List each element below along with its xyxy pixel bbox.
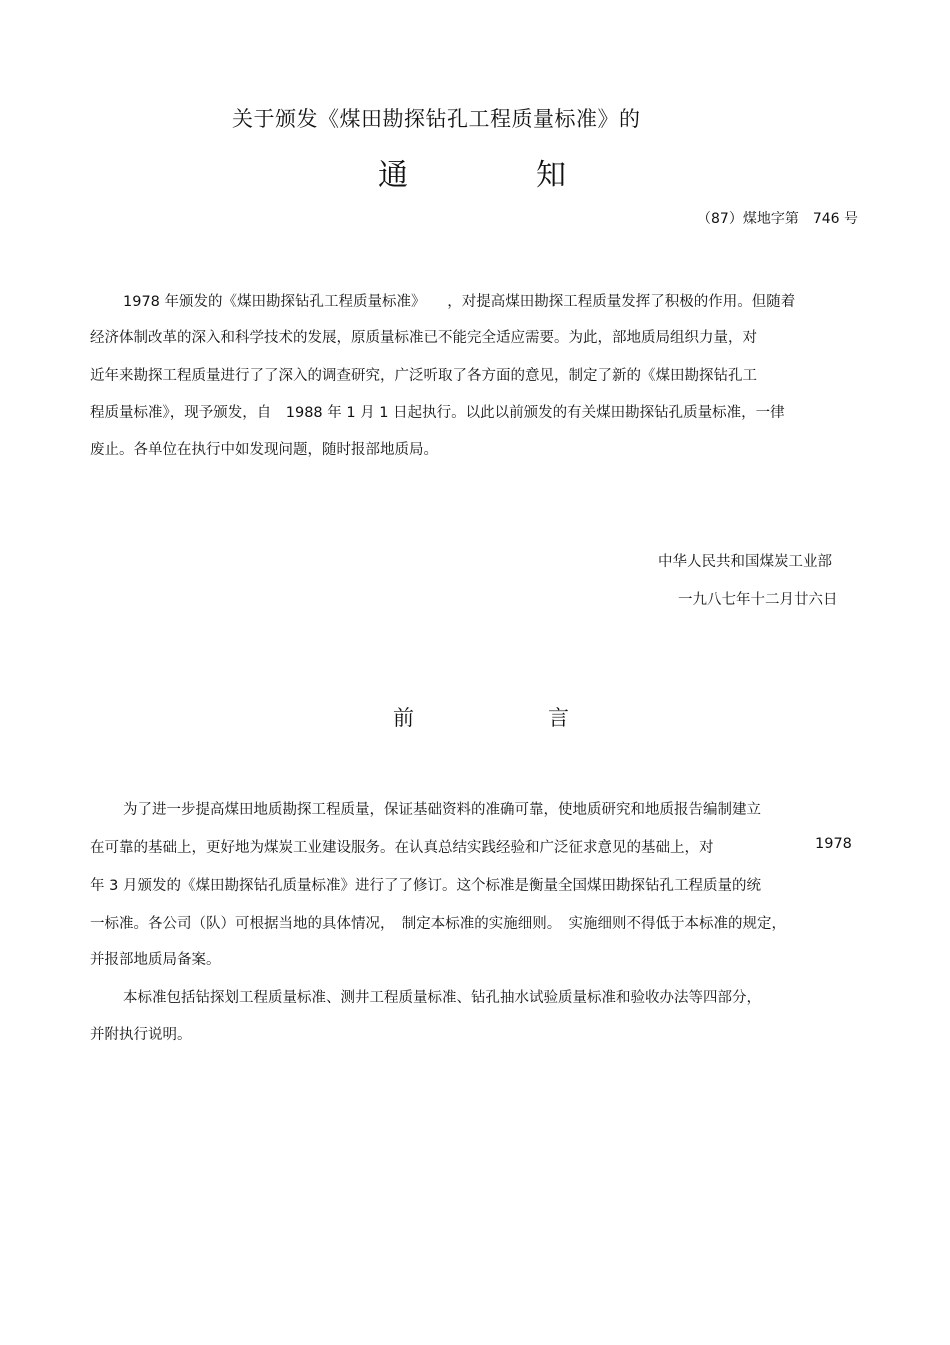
notice-title: 关于颁发《煤田勘探钻孔工程质量标准》的 [232,107,641,131]
notice-line-5: 废止。各单位在执行中如发现问题，随时报部地质局。 [90,442,438,458]
preface-heading-left: 前 [393,706,414,730]
preface-line-2-year: 1978 [815,836,852,852]
preface-line-4: 一标准。各公司（队）可根据当地的具体情况， 制定本标准的实施细则。 实施细则不得低于本标准的规定， [90,916,786,932]
issuer: 中华人民共和国煤炭工业部 [658,554,832,570]
preface-line-7: 并附执行说明。 [90,1027,192,1043]
notice-line-3: 近年来勘探工程质量进行了了深入的调查研究，广泛听取了各方面的意见，制定了新的《煤田勘探钻孔工 [90,368,757,384]
notice-line-1: 1978 年颁发的《煤田勘探钻孔工程质量标准》 ，对提高煤田勘探工程质量发挥了积极的作用。但随着 [123,294,796,310]
preface-line-6: 本标准包括钻探划工程质量标准、测井工程质量标准、钻孔抽水试验质量标准和验收办法等四部分， [123,990,761,1006]
notice-heading-right: 知 [536,158,566,193]
preface-line-3: 年 3 月颁发的《煤田勘探钻孔质量标准》进行了了修订。这个标准是衡量全国煤田勘探钻孔工程质量的统 [90,878,761,894]
preface-line-5: 并报部地质局备案。 [90,952,221,968]
preface-heading-right: 言 [548,706,569,730]
issue-date: 一九八七年十二月廿六日 [678,592,838,608]
notice-line-4: 程质量标准》，现予颁发，自 1988 年 1 月 1 日起执行。以此以前颁发的有关煤田勘探钻孔质量标准，一律 [90,405,785,421]
preface-line-2: 在可靠的基础上，更好地为煤炭工业建设服务。在认真总结实践经验和广泛征求意见的基础上，对 [90,840,714,856]
notice-line-2: 经济体制改革的深入和科学技术的发展，原质量标准已不能完全适应需要。为此，部地质局组织力量，对 [90,330,757,346]
doc-number: （87）煤地字第 746 号 [697,211,858,227]
preface-line-1: 为了进一步提高煤田地质勘探工程质量，保证基础资料的准确可靠，使地质研究和地质报告编制建立 [123,802,761,818]
notice-heading-left: 通 [378,158,408,193]
